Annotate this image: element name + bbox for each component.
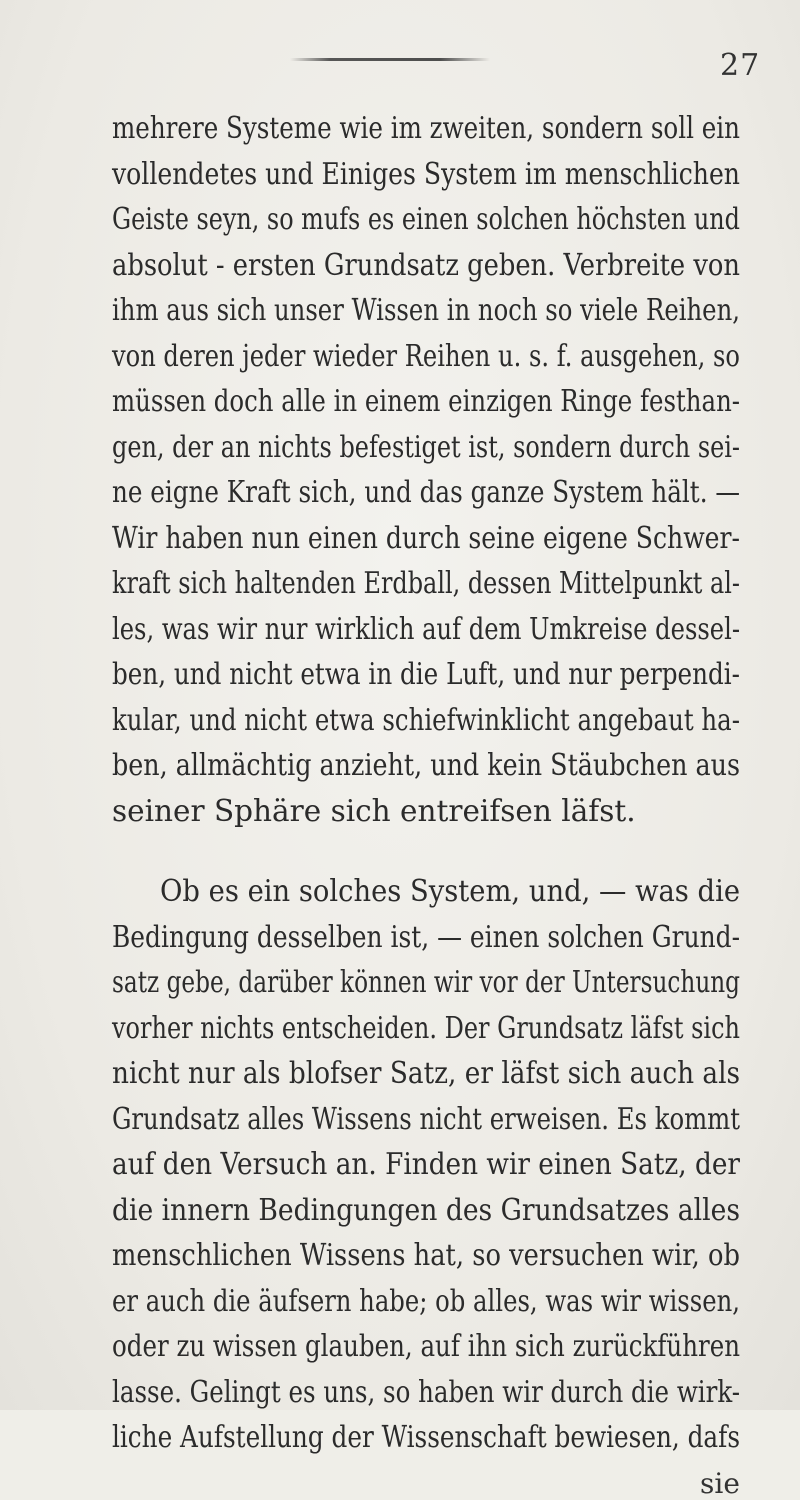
text-line: Geiste seyn, so mufs es einen solchen höchsten und [112, 202, 740, 236]
text-line: absolut - ersten Grundsatz geben. Verbreite von [112, 247, 740, 282]
text-line: nicht nur als blofser Satz, er läfst sich auch als [112, 1056, 741, 1090]
text-line: les, was wir nur wirklich auf dem Umkreise dessel- [112, 611, 741, 646]
text-line: Bedingung desselben ist, — einen solchen Grund- [112, 919, 741, 954]
text-line: gen, der an nichts befestiget ist, sondern durch sei- [112, 429, 741, 464]
text-line: Ob es ein solches System, und, — was die [160, 874, 741, 908]
text-line: Wir haben nun einen durch seine eigene Schwer- [112, 520, 740, 555]
text-line: er auch die äufsern habe; ob alles, was wir wissen, [112, 1283, 740, 1318]
text-line: ben, allmächtig anzieht, und kein Stäubchen aus [112, 748, 741, 782]
text-line: kular, und nicht etwa schiefwinklicht angebaut ha- [112, 702, 740, 737]
text-line: ben, und nicht etwa in die Luft, und nur perpendi- [112, 657, 740, 691]
text-line: Grundsatz alles Wissens nicht erweisen. Es kommt [112, 1101, 741, 1136]
text-line: die innern Bedingungen des Grundsatzes alles [112, 1192, 740, 1227]
text-line: satz gebe, darüber können wir vor der Untersuchung [112, 965, 741, 999]
text-line: seiner Sphäre sich entreifsen läfst. [112, 793, 636, 828]
text-line: liche Aufstellung der Wissenschaft bewiesen, dafs [112, 1420, 741, 1454]
catchword: sie [700, 1466, 740, 1500]
text-line: kraft sich haltenden Erdball, dessen Mittelpunkt al- [112, 566, 741, 600]
text-line: menschlichen Wissens hat, so versuchen wir, ob [112, 1238, 741, 1272]
text-line: ihm aus sich unser Wissen in noch so viele Reihen, [112, 293, 740, 327]
text-line: müssen doch alle in einem einzigen Ringe festhan- [112, 384, 741, 418]
text-line: lasse. Gelingt es uns, so haben wir durch die wirk- [112, 1374, 741, 1409]
text-line: ne eigne Kraft sich, und das ganze System hält. — [112, 475, 740, 509]
text-line: von deren jeder wieder Reihen u. s. f. ausgehen, so [112, 338, 740, 373]
text-line: oder zu wissen glauben, auf ihn sich zurückführen [112, 1329, 740, 1363]
text-line: mehrere Systeme wie im zweiten, sondern soll ein [112, 111, 740, 145]
text-line: vorher nichts entscheiden. Der Grundsatz läfst sich [112, 1010, 741, 1045]
page-number: 27 [720, 48, 761, 83]
text-line: auf den Versuch an. Finden wir einen Satz, der [112, 1147, 741, 1181]
header-rule [290, 58, 490, 61]
text-line: vollendetes und Einiges System im menschlichen [112, 156, 740, 191]
